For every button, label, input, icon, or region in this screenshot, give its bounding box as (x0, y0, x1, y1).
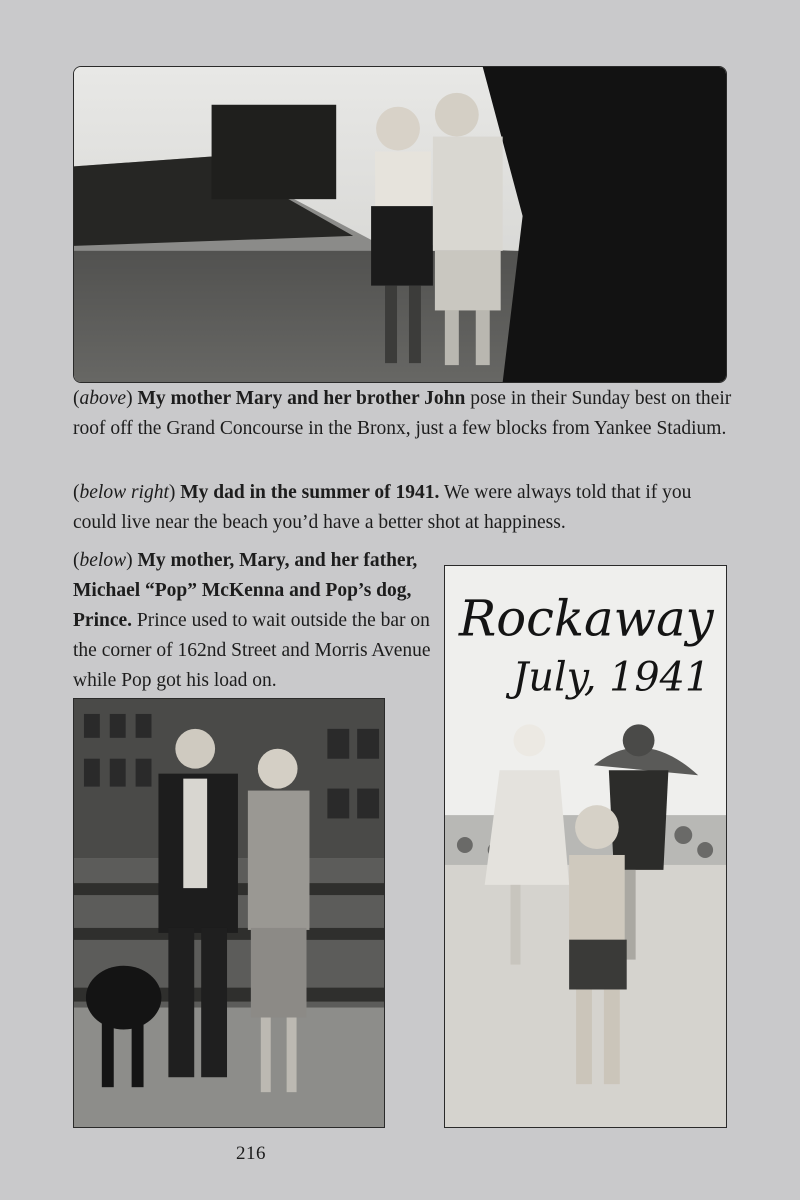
caption-bold: My dad in the summer of 1941. (180, 482, 440, 503)
photo-man-woman-dog (73, 698, 385, 1128)
caption-above: (above) My mother Mary and her brother John pose in their Sunday best on their roof off the Grand Concourse in the Bronx, just a few blocks from Yankee Stadium. (73, 388, 732, 439)
caption-direction: below right (79, 482, 169, 503)
caption-below-right: (below right) My dad in the summer of 1941. We were always told that if you could live near the beach you’d have a better shot at happiness. (73, 482, 692, 533)
caption-direction: below (79, 550, 127, 571)
photo-beach-boy (444, 565, 727, 1128)
caption-text: We were always told that if you could live near the beach you’d have a better shot at happiness. (73, 482, 692, 533)
caption-direction: above (79, 388, 127, 409)
page-number: 216 (236, 1143, 266, 1164)
caption-text: Prince used to wait outside the bar on the corner of 162nd Street and Morris Avenue while Pop got his load on. (73, 610, 431, 691)
caption-bold: My mother, Mary, and her father, Michael “Pop” McKenna and Pop’s dog, Prince. (73, 550, 418, 631)
photo-rooftop-children (73, 66, 727, 383)
caption-below: (below) My mother, Mary, and her father, Michael “Pop” McKenna and Pop’s dog, Prince. Prince used to wait outside the bar on the corner of 162nd Street and Morris Avenue while Pop got his load on. (73, 550, 431, 691)
handwriting-rockaway: Rockaway (458, 589, 714, 648)
handwriting-date: July, 1941 (512, 654, 711, 701)
caption-bold: My mother Mary and her brother John (137, 388, 466, 409)
caption-text: pose in their Sunday best on their roof off the Grand Concourse in the Bronx, just a few blocks from Yankee Stadium. (73, 388, 732, 439)
